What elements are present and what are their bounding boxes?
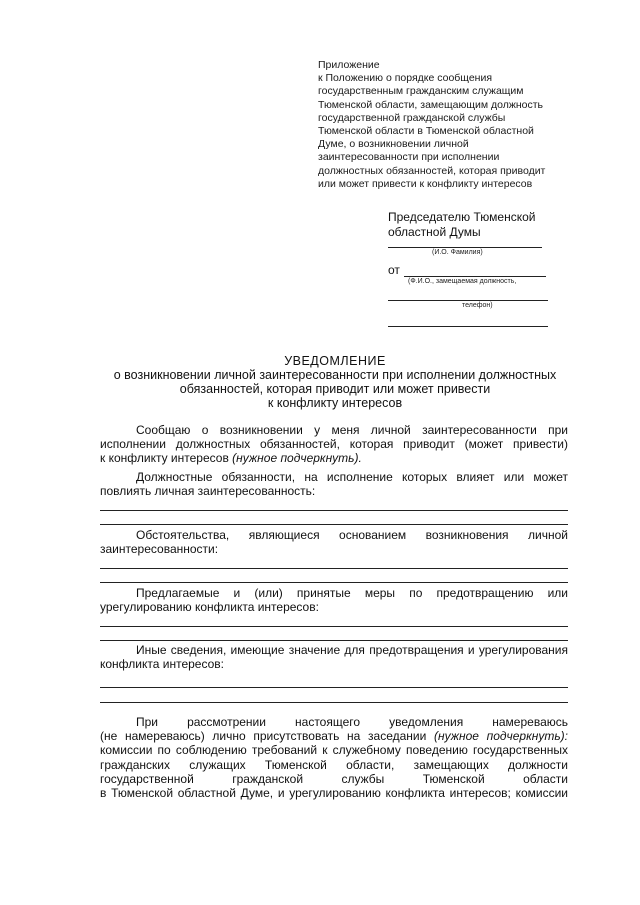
paragraph-1 [100,423,568,466]
fill-line [100,524,568,525]
position-fill-line [388,300,548,301]
appendix-line: к Положению о порядке сообщения [318,72,493,85]
from-label: от [388,263,400,277]
notice-subtitle-line: о возникновении личной заинтересованности при исполнении должностных [113,368,557,382]
fill-line [100,640,568,641]
addressee-line: Председателю Тюменской [388,210,536,224]
appendix-line: Тюменской области, замещающим должность [318,98,544,111]
notice-heading: УВЕДОМЛЕНИЕ [284,354,386,368]
paragraph-3 [100,528,568,556]
text-line: гражданских служащих Тюменской области, замещающих должности [100,757,568,772]
text-line: в Тюменской областной Думе, и урегулированию конфликта интересов; комиссии [100,786,568,801]
addressee-line: областной Думы [388,224,481,239]
name-fill-line [388,247,542,248]
appendix-line: должностных обязанностей, которая приводит [318,164,546,177]
appendix-line: Думе, о возникновении личной [318,138,469,151]
text-line: комиссии по соблюдению требований к служебному поведению государственных [100,743,568,758]
addressee-block [388,210,568,239]
text-fragment: к конфликту интересов [100,451,233,466]
text-line: государственной гражданской службы Тюменской области [100,771,568,786]
text-line: Иные сведения, имеющие значение для предотвращения и урегулирования [136,643,568,657]
text-line: Должностные обязанности, на исполнение которых влияет или может [136,470,568,484]
fill-line [100,687,568,688]
appendix-line: Тюменской области в Тюменской областной [318,125,534,138]
appendix-line: государственным гражданским служащим [318,85,524,98]
fill-line [100,582,568,583]
fill-line [100,626,568,627]
text-line: исполнении должностных обязанностей, которая приводит (может привести) [100,437,568,452]
appendix-line: государственной гражданской службы [318,111,506,124]
text-line [100,729,568,743]
from-fill-line [404,276,546,277]
text-line: Сообщаю о возникновении у меня личной заинтересованности при [136,423,568,437]
fill-line [100,568,568,569]
text-fragment: (не намереваюсь) лично присутствовать на заседании [100,729,434,744]
text-line: заинтересованности: [100,542,219,557]
text-line: повлиять личная заинтересованность: [100,484,316,499]
text-line: урегулированию конфликта интересов: [100,600,319,615]
paragraph-6 [100,715,568,800]
notice-subtitle-line: обязанностей, которая приводит или может привести [179,382,491,396]
appendix-line: Приложение [318,59,380,71]
fill-line [100,510,568,511]
text-line: Обстоятельства, являющиеся основанием возникновения личной [136,528,568,542]
text-line: конфликта интересов: [100,657,224,672]
paragraph-4 [100,586,568,614]
from-hint: (Ф.И.О., замещаемая должность, [408,278,517,285]
appendix-block [318,59,578,191]
phone-fill-line [388,326,548,327]
paragraph-5 [100,643,568,671]
text-line: Предлагаемые и (или) принятые меры по предотвращению или [136,586,568,600]
fill-line [100,702,568,703]
notice-subtitle-line: к конфликту интересов [267,396,403,410]
appendix-line: заинтересованности при исполнении [318,151,500,164]
phone-hint: телефон) [462,302,493,309]
text-line [100,451,568,465]
appendix-line: или может привести к конфликту интересов [318,177,533,190]
name-hint: (И.О. Фамилия) [432,249,483,256]
notice-title [100,354,570,410]
italic-note: (нужное подчеркнуть). [232,451,362,466]
italic-note: (нужное подчеркнуть): [434,729,568,744]
paragraph-2 [100,470,568,498]
text-line: При рассмотрении настоящего уведомления намереваюсь [136,715,568,729]
